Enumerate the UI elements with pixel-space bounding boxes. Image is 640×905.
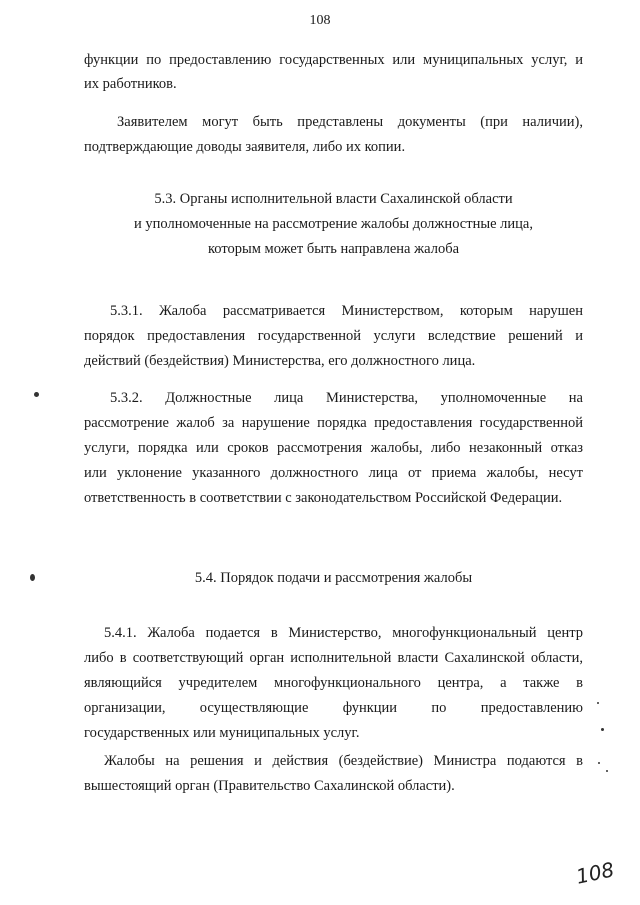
scan-mark: [34, 392, 39, 397]
section-heading: которым может быть направлена жалоба: [207, 241, 460, 257]
text-line: 5.3.2. Должностные лица Министерства, уполномоченные на: [110, 390, 583, 406]
scan-mark: [598, 762, 600, 764]
scan-mark: [601, 728, 604, 731]
page-number: 108: [309, 13, 331, 28]
text-line: Жалобы на решения и действия (бездействие) Министра подаются в: [104, 753, 583, 769]
handwritten-page-number: 108: [573, 857, 617, 889]
text-line: государственных или муниципальных услуг.: [84, 725, 360, 741]
section-heading: и уполномоченные на рассмотрение жалобы должностные лица,: [134, 216, 533, 232]
text-line: являющийся учредителем многофункционального центра, а также в: [84, 675, 583, 691]
section-heading: 5.4. Порядок подачи и рассмотрения жалобы: [194, 570, 473, 586]
text-line: порядок предоставления государственной услуги вследствие решений и: [84, 328, 583, 344]
text-line: функции по предоставлению государственных или муниципальных услуг, и: [84, 52, 583, 68]
scan-mark: [30, 574, 35, 581]
text-line: рассмотрение жалоб за нарушение порядка предоставления государственной: [84, 415, 583, 431]
text-line: Заявителем могут быть представлены документы (при наличии),: [117, 114, 583, 130]
text-line: ответственность в соответствии с законодательством Российской Федерации.: [84, 490, 563, 506]
text-line: 5.4.1. Жалоба подается в Министерство, многофункциональный центр: [104, 625, 583, 641]
section-heading: 5.3. Органы исполнительной власти Сахалинской области: [154, 191, 513, 207]
scan-mark: [597, 702, 599, 704]
text-line: их работников.: [84, 76, 177, 92]
text-line: услуги, порядка или сроков рассмотрения жалобы, либо незаконный отказ: [84, 440, 583, 456]
text-line: 5.3.1. Жалоба рассматривается Министерством, которым нарушен: [110, 303, 583, 319]
scan-mark: [606, 770, 608, 772]
text-line: действий (бездействия) Министерства, его должностного лица.: [84, 353, 476, 369]
text-line: либо в соответствующий орган исполнительной власти Сахалинской области,: [84, 650, 583, 666]
text-line: организации, осуществляющие функции по предоставлению: [84, 700, 583, 716]
text-line: подтверждающие доводы заявителя, либо их копии.: [84, 139, 406, 155]
text-line: или уклонение указанного должностного лица от приема жалобы, несут: [84, 465, 583, 481]
text-line: вышестоящий орган (Правительство Сахалинской области).: [84, 778, 455, 794]
